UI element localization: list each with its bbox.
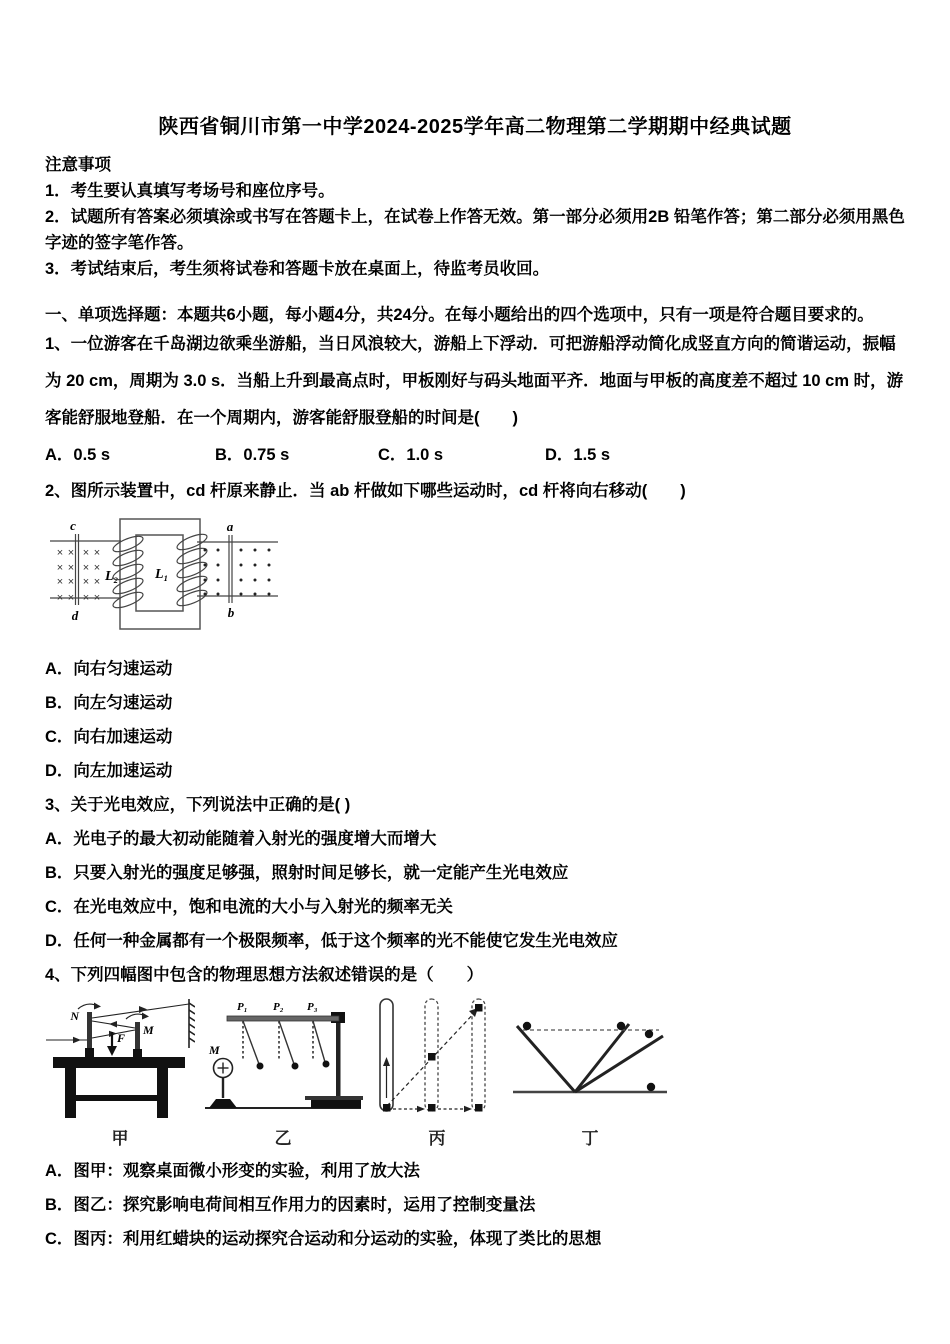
svg-text:×: × (82, 562, 90, 574)
notice-item-3: 3．考试结束后，考生须将试卷和答题卡放在桌面上，待监考员收回。 (45, 260, 550, 278)
field-out-of-page-symbols (204, 549, 271, 596)
q4-figure-bing (371, 996, 503, 1149)
svg-text:×: × (67, 592, 75, 604)
svg-text:×: × (56, 576, 64, 588)
svg-text:×: × (56, 547, 64, 559)
question-1 (45, 326, 905, 474)
label-F: F (117, 1031, 126, 1045)
label-a: a (226, 519, 234, 534)
question-4-options (45, 1154, 905, 1256)
svg-text:×: × (93, 592, 101, 604)
svg-text:×: × (82, 576, 90, 588)
label-P3: P₃ (307, 1001, 318, 1013)
charge-pendulum-experiment-diagram (203, 996, 363, 1122)
table (53, 1057, 185, 1118)
coil-L2 (111, 533, 145, 611)
question-2-option-b: B．向左匀速运动 (45, 694, 173, 712)
question-1-options (45, 437, 905, 474)
pendulums (243, 1021, 330, 1070)
label-P1: P₁ (237, 1001, 248, 1013)
q4-figure-jia (45, 996, 195, 1149)
label-P2: P₂ (273, 1001, 284, 1013)
label-c: c (70, 518, 76, 533)
question-2-stem: 2、图所示装置中，cd 杆原来静止．当 ab 杆做如下哪些运动时，cd 杆将向右移动( ) (45, 482, 686, 500)
question-4-option-a: A．图甲：观察桌面微小形变的实验，利用了放大法 (45, 1162, 420, 1180)
figure-caption-ding: 丁 (581, 1129, 599, 1148)
question-3 (45, 788, 905, 958)
question-2-option-a: A．向右匀速运动 (45, 660, 173, 678)
q2-circuit-figure (45, 512, 905, 650)
right-rails (197, 542, 278, 596)
question-4 (45, 958, 905, 1256)
label-d: d (71, 608, 79, 623)
label-N: N (70, 1009, 79, 1023)
q2-transformer-rails-diagram (45, 512, 280, 650)
figure-caption-jia: 甲 (111, 1129, 129, 1148)
label-b: b (227, 605, 235, 620)
notice-item-1: 1．考生要认真填写考场号和座位序号。 (45, 182, 335, 200)
question-3-option-c: C．在光电效应中，饱和电流的大小与入射光的频率无关 (45, 898, 453, 916)
label-L1: L₁ (155, 567, 169, 582)
scale-ruler (189, 999, 195, 1048)
q4-figure-yi (203, 996, 363, 1149)
question-4-stem: 4、下列四幅图中包含的物理思想方法叙述错误的是（ ） (45, 966, 484, 984)
question-1-stem-line-2: 为 20 cm，周期为 3.0 s．当船上升到最高点时，甲板刚好与码头地面平齐．地面与甲板的高度差不超过 10 cm 时，游 (45, 372, 904, 390)
rod-cd (76, 534, 79, 605)
question-1-option-a: A．0.5 s (45, 446, 111, 464)
question-2-option-c: C．向右加速运动 (45, 728, 173, 746)
question-3-option-a: A．光电子的最大初动能随着入射光的强度增大而增大 (45, 830, 437, 848)
question-1-option-c: C．1.0 s (378, 446, 444, 464)
horizontal-rod (227, 1016, 339, 1021)
question-1-stem-line-1: 1、一位游客在千岛湖边欲乘坐游船，当日风浪较大，游船上下浮动．可把游船浮动简化成竖直方向的简谐运动，振幅 (45, 335, 896, 353)
label-M-meter: M (209, 1043, 220, 1057)
svg-text:×: × (67, 562, 75, 574)
question-3-option-b: B．只要入射光的强度足够强，照射时间足够长，就一定能产生光电效应 (45, 864, 569, 882)
question-4-option-c: C．图丙：利用红蜡块的运动探究合运动和分运动的实验，体现了类比的思想 (45, 1230, 602, 1248)
svg-text:×: × (93, 547, 101, 559)
question-1-option-b: B．0.75 s (215, 446, 290, 464)
section-1-heading: 一、单项选择题：本题共6小题，每小题4分，共24分。在每小题给出的四个选项中，只有一项是符合题目要求的。 (45, 306, 874, 324)
svg-text:×: × (56, 562, 64, 574)
svg-text:×: × (93, 576, 101, 588)
notice-item-2: 2．试题所有答案必须填涂或书写在答题卡上，在试卷上作答无效。第一部分必须用2B 铅笔作答；第二部分必须用黑色字迹的签字笔作答。 (45, 208, 905, 252)
q4-figure-strip (45, 996, 905, 1148)
q4-figure-ding (511, 996, 669, 1149)
question-4-option-b: B．图乙：探究影响电荷间相互作用力的因素时，运用了控制变量法 (45, 1196, 536, 1214)
rod-ab (229, 535, 232, 603)
figure-caption-bing: 丙 (428, 1129, 446, 1148)
question-3-stem: 3、关于光电效应，下列说法中正确的是( ) (45, 796, 351, 814)
question-3-option-d: D．任何一种金属都有一个极限频率，低于这个频率的光不能使它发生光电效应 (45, 932, 618, 950)
question-2-option-d: D．向左加速运动 (45, 762, 173, 780)
table-mirror-experiment-diagram (45, 996, 195, 1122)
question-1-stem-line-3: 客能舒服地登船．在一个周期内，游客能舒服登船的时间是( ) (45, 409, 518, 427)
charged-sphere (209, 1059, 237, 1109)
svg-text:×: × (82, 592, 90, 604)
svg-text:×: × (67, 547, 75, 559)
inclines (517, 1024, 663, 1092)
question-1-option-d: D．1.5 s (545, 446, 611, 464)
notice-section (45, 152, 905, 282)
svg-text:×: × (67, 576, 75, 588)
page-title: 陕西省铜川市第一中学2024-2025学年高二物理第二学期期中经典试题 (158, 116, 792, 138)
wax-block-tube-diagram (371, 996, 503, 1122)
label-M: M (143, 1023, 154, 1037)
svg-text:×: × (82, 547, 90, 559)
force-F-arrow (107, 1032, 117, 1056)
figure-caption-yi: 乙 (274, 1129, 292, 1148)
svg-text:×: × (93, 562, 101, 574)
coil-L1 (175, 531, 209, 609)
svg-text:×: × (56, 592, 64, 604)
question-2 (45, 474, 905, 788)
label-L2: L₂ (105, 569, 119, 584)
vertical-arrowhead (383, 1057, 390, 1066)
wax-block-positions (383, 1004, 483, 1112)
galileo-incline-diagram (511, 996, 669, 1122)
notice-heading: 注意事项 (45, 156, 111, 174)
